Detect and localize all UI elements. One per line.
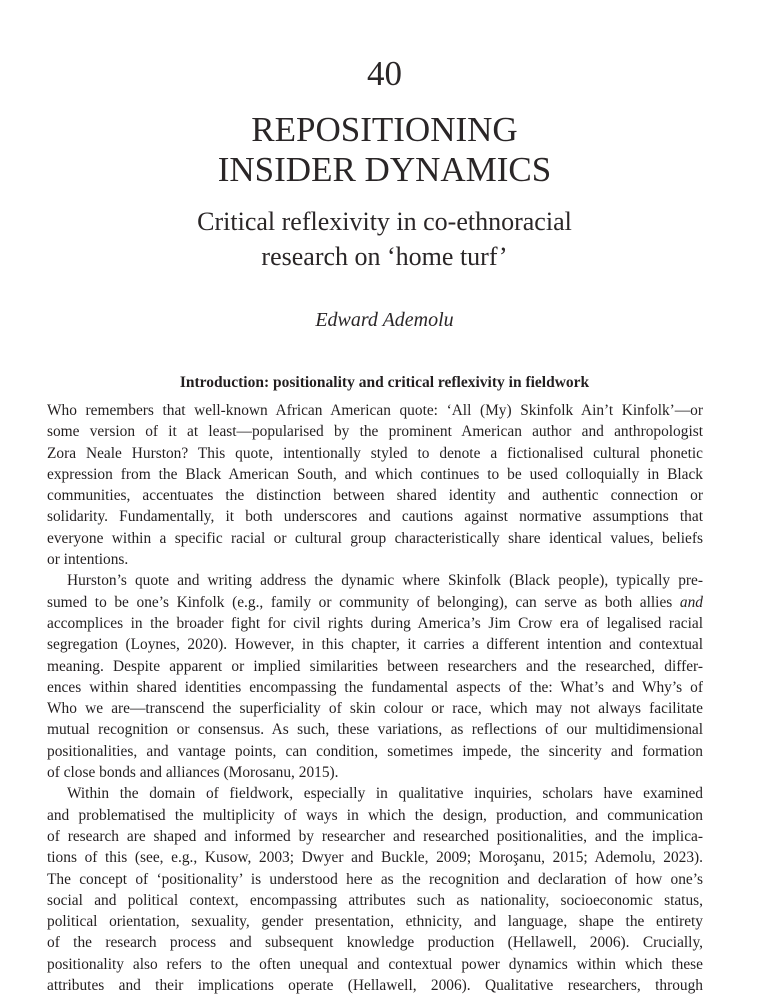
text-line: some version of it at least—popularised by the prominent American author and anthropologist — [47, 423, 703, 441]
text-line: expression from the Black American South, and which continues to be used colloquially in Black — [47, 465, 703, 483]
text-line: communities, accentuates the distinction between shared identity and authentic connection or — [47, 487, 703, 505]
paragraph-2 — [47, 570, 703, 783]
body-text — [47, 400, 703, 996]
text-line-with-italic — [47, 592, 703, 613]
text-line: accomplices in the broader fight for civil rights during America’s Jim Crow era of legalised racial — [47, 614, 703, 632]
text-line: social and political context, encompassing attributes such as nationality, socioeconomic status, — [47, 891, 703, 909]
author-name: Edward Ademolu — [315, 309, 454, 331]
text-line: everyone within a specific racial or cultural group characteristically share identical values, beliefs — [47, 529, 703, 547]
text-line: of the research process and subsequent knowledge production (Hellawell, 2006). Crucially, — [47, 934, 703, 952]
chapter-title-line-2: INSIDER DYNAMICS — [217, 150, 552, 189]
text-line: Within the domain of fieldwork, especially in qualitative inquiries, scholars have examined — [67, 785, 703, 803]
text-line: positionalities, and vantage points, can condition, sometimes impede, the sincerity and formation — [47, 742, 703, 760]
chapter-title — [0, 110, 769, 190]
text-line: Hurston’s quote and writing address the dynamic where Skinfolk (Black people), typically pre- — [67, 572, 703, 590]
subtitle-line-1: Critical reflexivity in co-ethnoracial — [197, 207, 572, 236]
text-line: and problematised the multiplicity of ways in which the design, production, and communication — [47, 806, 703, 824]
section-heading: Introduction: positionality and critical reflexivity in fieldwork — [179, 374, 590, 391]
text-line: segregation (Loynes, 2020). However, in this chapter, it carries a different intention and contextual — [47, 636, 703, 654]
text-line: The concept of ‘positionality’ is understood here as the recognition and declaration of how one’s — [47, 870, 703, 888]
text-line: Who remembers that well-known African American quote: ‘All (My) Skinfolk Ain’t Kinfolk’—or — [47, 402, 703, 419]
text-line: attributes and their implications operate (Hellawell, 2006). Qualitative researchers, through — [47, 977, 703, 995]
text-line: positionality also refers to the often unequal and contextual power dynamics within which these — [47, 955, 703, 973]
paragraph-3 — [47, 783, 703, 996]
text-line: ences within shared identities encompassing the fundamental aspects of the: What’s and Why’s of — [47, 678, 703, 696]
chapter-title-line-1: REPOSITIONING — [251, 110, 518, 149]
text-line-part: sumed to be one’s Kinfolk (e.g., family or community of belonging), can serve as both allies — [47, 593, 673, 611]
text-line: meaning. Despite apparent or implied similarities between researchers and the researched, differ- — [47, 657, 703, 675]
text-line: Who we are—transcend the superficiality of skin colour or race, which may not always facilitate — [47, 700, 703, 718]
text-line: of close bonds and alliances (Morosanu, 2015). — [47, 764, 339, 782]
chapter-number: 40 — [367, 54, 402, 93]
text-line: political orientation, sexuality, gender presentation, ethnicity, and language, shape the entirety — [47, 913, 703, 931]
chapter-subtitle — [0, 204, 769, 274]
italic-emphasis: and — [679, 593, 703, 611]
text-line: tions of this (see, e.g., Kusow, 2003; Dwyer and Buckle, 2009; Moroşanu, 2015; Ademolu, 2023). — [47, 849, 703, 867]
paragraph-1 — [47, 400, 703, 570]
text-line: of research are shaped and informed by researcher and researched positionalities, and the implica- — [47, 827, 703, 845]
text-line: or intentions. — [47, 551, 129, 569]
text-line: Zora Neale Hurston? This quote, intentionally styled to denote a fictionalised cultural phonetic — [47, 444, 703, 462]
text-line: solidarity. Fundamentally, it both underscores and cautions against normative assumptions that — [47, 508, 703, 526]
text-line: mutual recognition or consensus. As such, these variations, as reflections of our multidimensional — [47, 721, 703, 739]
subtitle-line-2: research on ‘home turf’ — [261, 242, 508, 271]
